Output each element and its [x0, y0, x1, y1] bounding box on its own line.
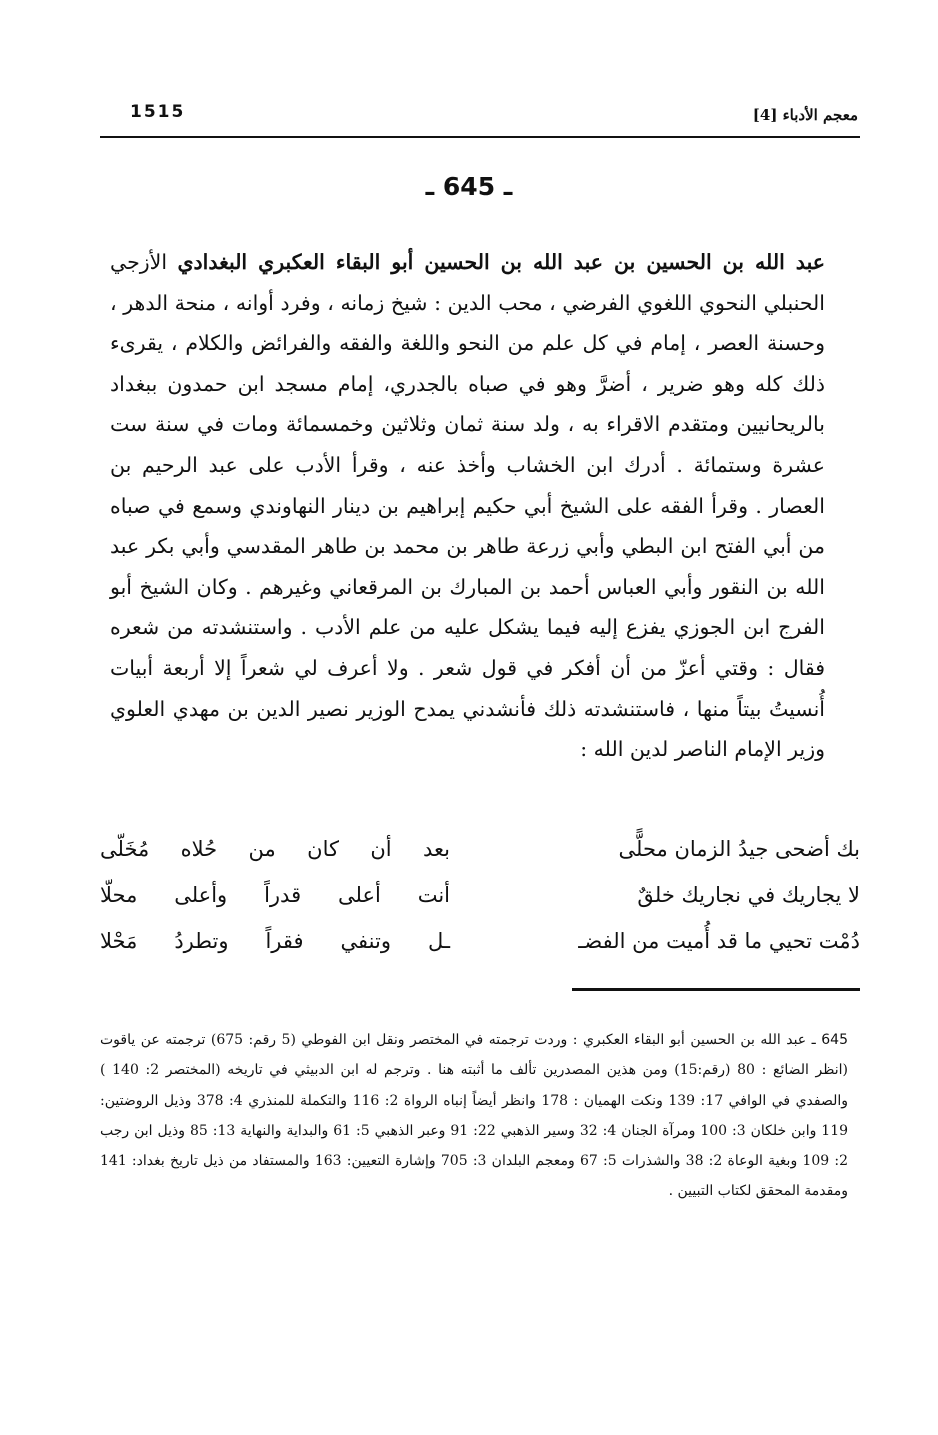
header-rule	[100, 136, 860, 138]
poem-verse	[100, 872, 860, 918]
verse-second-hemistich: ـل وتنفي فقراً وتطردُ مَحْلا	[100, 929, 450, 953]
verse-second-hemistich: أنت أعلى قدراً وأعلى محلّا	[100, 883, 450, 907]
running-header-title: معجم الأدباء [4]	[752, 106, 858, 124]
verse-first-hemistich: بك أضحى جيدُ الزمان محلًّى	[618, 837, 860, 861]
biography-body: الأزجي الحنبلي النحوي اللغوي الفرضي ، محب الدين : شيخ زمانه ، وفرد أوانه ، منحة الدهر ، وحسنة العصر ، إمام في كل علم من النحو واللغة والفقه والفرائض والكلام ، يقرىء ذلك كله وهو ضرير ، أضرَّ وهو في صباه بالجدري، إمام مسجد ابن حمدون ببغداد بالريحانيين ومتقدم الاقراء به ، ولد سنة ثمان وثلاثين وخمسمائة ومات في سنة ست عشرة وستمائة . أدرك ابن الخشاب وأخذ عنه ، وقرأ الأدب على عبد الرحيم بن العصار . وقرأ الفقه على الشيخ أبي حكيم إبراهيم بن دينار النهاوندي وسمع في صباه من أبي الفتح ابن البطي وأبي زرعة طاهر بن محمد بن طاهر المقدسي وأبي بكر عبد الله بن النقور وأبي العباس أحمد بن المبارك بن المرقعاني وغيرهم . وكان الشيخ أبو الفرج ابن الجوزي يفزع إليه فيما يشكل عليه من علم الأدب . واستنشدته من شعره فقال : وقتي أعزّ من أن أفكر في قول شعر . ولا أعرف لي شعراً إلا أربعة أبيات أُنسيتُ بيتاً منها ، فاستنشدته ذلك فأنشدني يمدح الوزير نصير الدين بن مهدي العلوي وزير الإمام الناصر لدين الله :	[110, 250, 825, 762]
verse-first-hemistich: دُمْت تحيي ما قد أُميت من الفضـ	[578, 929, 860, 953]
verse-first-hemistich: لا يجاريك في نجاريك خلقٌ	[637, 883, 860, 907]
verse-second-hemistich: بعد أن كان من حُلاه مُخَلّى	[100, 837, 450, 861]
poem-verse	[100, 826, 860, 872]
page-number: 1515	[130, 102, 186, 122]
footnote	[100, 1025, 848, 1207]
footnote-number: 645	[821, 1032, 848, 1048]
poem-verse	[100, 918, 860, 964]
footnote-text: ـ عبد الله بن الحسين أبو البقاء العكبري : وردت ترجمته في المختصر ونقل ابن الفوطي (5 رقم: 675) ترجمته عن ياقوت (انظر الضائع : 80 (رقم:15) ومن هذين المصدرين تألف ما أثبته هنا . وترجم له ابن الدبيثي في تاريخه (المختصر 2: 140 ) والصفدي في الوافي 17: 139 ونكت الهميان : 178 وانظر أيضاً إنباه الرواة 2: 116 والتكملة للمنذري 4: 378 وذيل الروضتين: 119 وابن خلكان 3: 100 ومرآة الجنان 4: 32 وسير الذهبي 22: 91 وعبر الذهبي 5: 61 والبداية والنهاية 13: 85 وذيل ابن رجب 2: 109 وبغية الوعاة 2: 38 والشذرات 5: 67 ومعجم البلدان 3: 705 وإشارة التعيين: 163 والمستفاد من ذيل تاريخ بغداد: 141 ومقدمة المحقق لكتاب التبيين .	[100, 1032, 849, 1200]
footnote-rule	[572, 988, 860, 991]
biography-text	[110, 242, 825, 770]
entry-number: ـ 645 ـ	[425, 172, 513, 201]
entry-heading: عبد الله بن الحسين بن عبد الله بن الحسين أبو البقاء العكبري البغدادي	[177, 250, 825, 274]
poem	[100, 826, 860, 964]
